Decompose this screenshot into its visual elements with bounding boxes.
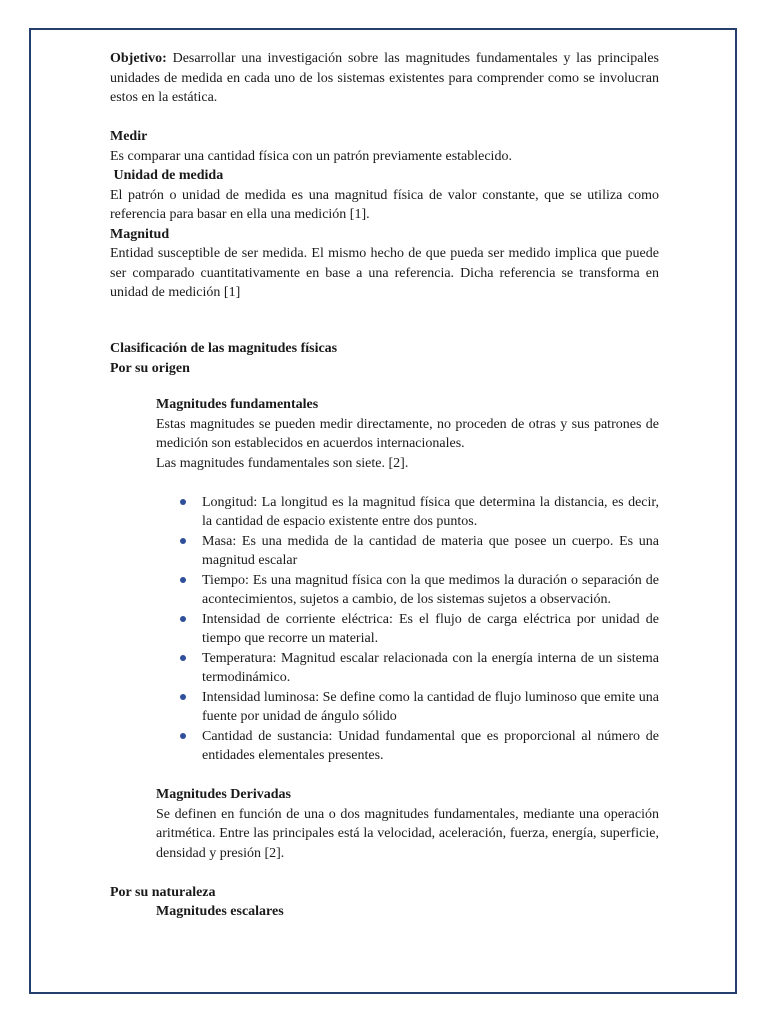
list-item-intensidad-luminosa: Intensidad luminosa: Se define como la cantidad de flujo luminoso que emite una fuente por unidad de ángulo sólido xyxy=(176,688,659,727)
list-item-corriente: Intensidad de corriente eléctrica: Es el flujo de carga eléctrica por unidad de tiempo que recorre un material. xyxy=(176,610,659,649)
term-magnitud: Magnitud xyxy=(110,226,170,242)
bullet-icon xyxy=(180,655,186,661)
fundamental-section xyxy=(156,395,659,473)
objective-paragraph xyxy=(110,49,659,108)
list-item-temperatura: Temperatura: Magnitud escalar relacionada con la energía interna de un sistema termodinámico. xyxy=(176,649,659,688)
fundamental-description: Estas magnitudes se pueden medir directamente, no proceden de otras y sus patrones de medición son establecidos en acuerdos internacionales. xyxy=(156,416,659,451)
list-item-cantidad-sustancia: Cantidad de sustancia: Unidad fundamental que es proporcional al número de entidades elementales presentes. xyxy=(176,727,659,766)
bullet-icon xyxy=(180,499,186,505)
definition-unidad-de-medida: El patrón o unidad de medida es una magnitud física de valor constante, que se utiliza como referencia para basar en ella una medición [1]. xyxy=(110,187,659,222)
heading-magnitudes-escalares: Magnitudes escalares xyxy=(156,904,284,919)
heading-por-su-origen: Por su origen xyxy=(110,360,190,376)
bullet-icon xyxy=(180,694,186,700)
bullet-icon xyxy=(180,616,186,622)
heading-magnitudes-fundamentales: Magnitudes fundamentales xyxy=(156,397,319,412)
bullet-icon xyxy=(180,577,186,583)
objective-label: Objetivo: xyxy=(110,51,167,66)
term-medir: Medir xyxy=(110,129,148,144)
term-unidad-de-medida: Unidad de medida xyxy=(110,168,224,183)
fundamental-list xyxy=(176,493,659,766)
document-body xyxy=(110,49,659,922)
heading-magnitudes-derivadas: Magnitudes Derivadas xyxy=(156,787,291,802)
list-item-longitud: Longitud: La longitud es la magnitud física que determina la distancia, es decir, la cantidad de espacio existente entre dos puntos. xyxy=(176,493,659,532)
definition-magnitud: Entidad susceptible de ser medida. El mismo hecho de que pueda ser medido implica que puede ser comparado cuantitativamente en base a una referencia. Dicha referencia se transforma en unidad de medición [1] xyxy=(110,246,659,300)
derived-section xyxy=(156,785,659,863)
bullet-icon xyxy=(180,733,186,739)
list-item-masa: Masa: Es una medida de la cantidad de materia que posee un cuerpo. Es una magnitud escalar xyxy=(176,532,659,571)
classification-title: Clasificación de las magnitudes físicas xyxy=(110,341,338,356)
bullet-icon xyxy=(180,538,186,544)
objective-text: Desarrollar una investigación sobre las magnitudes fundamentales y las principales unidades de medida en cada uno de los sistemas existentes para comprender como se involucran estos en la estática. xyxy=(110,51,659,105)
definition-medir: Es comparar una cantidad física con un patrón previamente establecido. xyxy=(110,148,512,164)
derived-description: Se definen en función de una o dos magnitudes fundamentales, mediante una operación aritmética. Entre las principales está la velocidad, aceleración, fuerza, energía, superficie, densidad y presión [2]. xyxy=(156,806,659,861)
heading-por-su-naturaleza: Por su naturaleza xyxy=(110,884,216,900)
list-item-tiempo: Tiempo: Es una magnitud física con la que medimos la duración o separación de acontecimientos, sujetos a cambio, de los sistemas sujetos a observación. xyxy=(176,571,659,610)
fundamental-count: Las magnitudes fundamentales son siete. [2]. xyxy=(156,455,409,471)
